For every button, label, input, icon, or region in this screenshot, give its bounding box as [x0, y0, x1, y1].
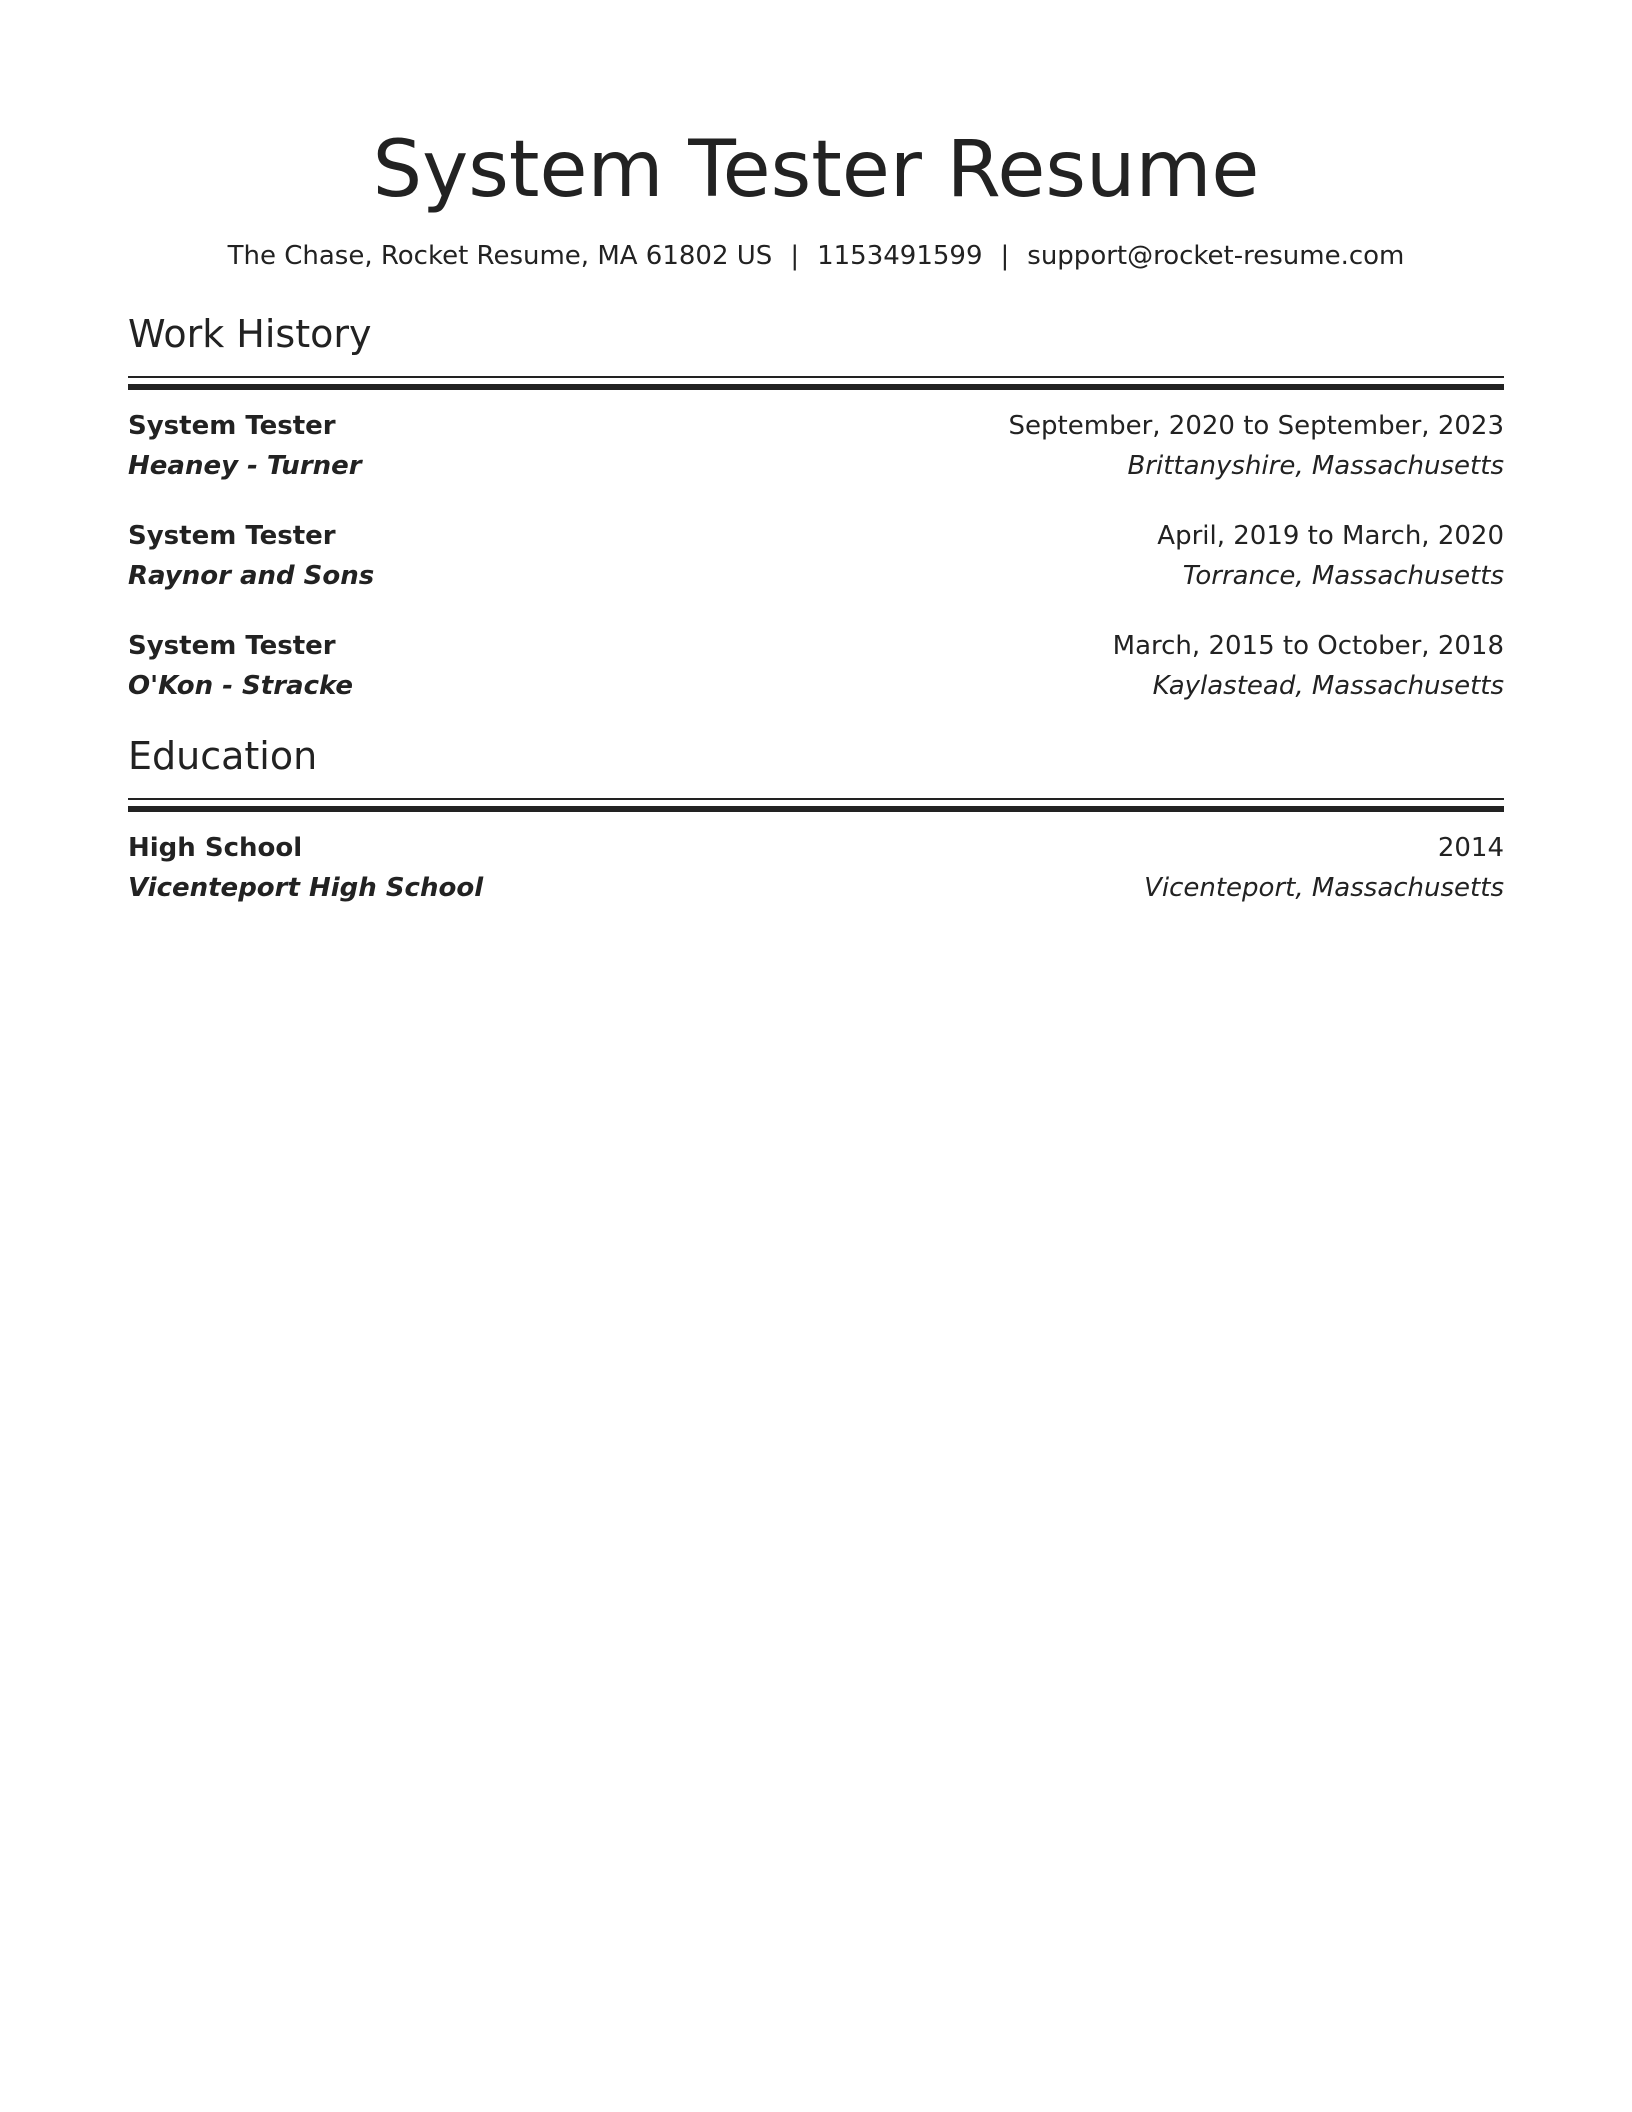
work-history-divider	[128, 376, 1504, 382]
work-history-heading: Work History	[128, 312, 372, 356]
work-entry	[128, 626, 1504, 706]
work-dates: April, 2019 to March, 2020	[1157, 521, 1504, 551]
contact-line	[128, 238, 1504, 274]
education-location: Vicenteport, Massachusetts	[1144, 873, 1504, 903]
work-company: Heaney - Turner	[128, 451, 362, 481]
education-list	[128, 828, 1504, 908]
education-entry	[128, 828, 1504, 908]
work-location: Torrance, Massachusetts	[1182, 561, 1504, 591]
contact-address: The Chase, Rocket Resume, MA 61802 US	[227, 241, 773, 271]
work-company: O'Kon - Stracke	[128, 671, 353, 701]
work-entry	[128, 516, 1504, 596]
work-location: Brittanyshire, Massachusetts	[1127, 451, 1504, 481]
contact-separator: |	[790, 241, 800, 271]
work-role: System Tester	[128, 631, 336, 661]
education-year: 2014	[1437, 833, 1504, 863]
work-dates: March, 2015 to October, 2018	[1112, 631, 1504, 661]
work-role: System Tester	[128, 521, 336, 551]
education-divider	[128, 798, 1504, 804]
education-degree: High School	[128, 833, 303, 863]
education-school: Vicenteport High School	[128, 873, 484, 903]
work-history-list	[128, 406, 1504, 706]
work-location: Kaylastead, Massachusetts	[1152, 671, 1504, 701]
contact-phone: 1153491599	[817, 241, 983, 271]
resume-title: System Tester Resume	[372, 125, 1260, 215]
education-heading: Education	[128, 734, 318, 778]
work-role: System Tester	[128, 411, 336, 441]
contact-separator: |	[1000, 241, 1010, 271]
work-dates: September, 2020 to September, 2023	[1008, 411, 1504, 441]
contact-email: support@rocket-resume.com	[1027, 241, 1405, 271]
work-company: Raynor and Sons	[128, 561, 375, 591]
work-entry	[128, 406, 1504, 486]
